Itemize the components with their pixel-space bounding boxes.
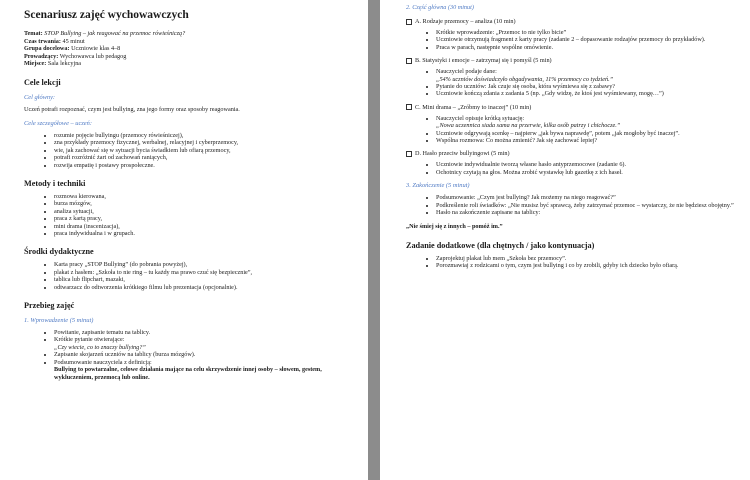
- intro-label: 1. Wprowadzenie (5 minut): [24, 317, 94, 325]
- meta-topic: Temat: STOP Bullying – jak reagować na przemoc rówieśniczą?: [24, 30, 186, 37]
- list-item: • Zaprojektuj plakat lub mem „Szkoła bez przemocy”.: [436, 255, 734, 262]
- main-part-label: 2. Część główna (30 minut): [406, 4, 474, 11]
- list-item: • Podkreślenie roli świadków: „Nie musisz być sprawcą, żeby zatrzymać przemoc – wystarczy, że nie będziesz obojętny.”: [436, 202, 734, 209]
- list-item: • Krótkie wprowadzenie: „Przemoc to nie tylko bicie”: [436, 29, 734, 36]
- meta-duration: Czas trwania: 45 minut: [24, 37, 85, 45]
- list-item: • odtwarzacz do odtworzenia krótkiego filmu lub prezentacja (opcjonalnie).: [54, 284, 354, 291]
- slogan: „Nie śmiej się z innych – pomóż im.”: [406, 222, 503, 230]
- list-item: • mini drama (inscenizacja),: [54, 223, 354, 230]
- lesson-meta: [24, 30, 354, 68]
- list-item: • tablica lub flipchart, mazaki,: [54, 276, 354, 283]
- list-item: • Hasło na zakończenie zapisane na tablicy:: [436, 209, 734, 216]
- goals-heading: Cele lekcji: [24, 77, 61, 87]
- intro-list: [24, 329, 354, 381]
- tools-heading: Środki dydaktyczne: [24, 247, 94, 257]
- list-item: • Ochotnicy czytają na głos. Można zrobić wystawkę lub gazetkę z ich haseł.: [436, 169, 734, 176]
- list-item: • Praca w parach, następnie wspólne omówienie.: [436, 44, 734, 51]
- list-item: • plakat z hasłem: „Szkoła to nie ring – tu każdy ma prawo czuć się bezpiecznie”,: [54, 269, 354, 276]
- list-item: • Uczniowie odgrywają scenkę – najpierw „jak bywa naprawdę”, potem „jak mogłoby być inaczej”.: [436, 130, 734, 137]
- course-heading: Przebieg zajęć: [24, 301, 75, 311]
- list-item: • potrafi rozróżnić żart od zachowań raniących,: [54, 154, 354, 161]
- section-d-list: [406, 161, 734, 176]
- extra-list: [406, 255, 734, 270]
- section-b: [406, 57, 734, 98]
- checkbox-icon: [406, 19, 412, 25]
- list-item: • wie, jak zachować się w sytuacji bycia świadkiem lub ofiarą przemocy,: [54, 147, 354, 154]
- checkbox-icon: [406, 58, 412, 64]
- meta-group: Grupa docelowa: Uczniowie klas 4–8: [24, 45, 121, 53]
- section-a-list: [406, 29, 734, 51]
- main-goal-text: Uczeń potrafi rozpoznać, czym jest bullying, zna jego formy oraz sposoby reagowania.: [24, 105, 240, 113]
- section-d-title: D. Hasło przeciw bullyingowi (5 min): [406, 150, 734, 158]
- list-item: • Krótkie pytanie otwierające: „Czy wiecie, co to znaczy bullying?”: [54, 336, 354, 351]
- checkbox-icon: [406, 151, 412, 157]
- section-b-list: [406, 68, 734, 98]
- methods-heading: Metody i techniki: [24, 179, 86, 188]
- list-item: • zna przykłady przemocy fizycznej, werbalnej, relacyjnej i cyberprzemocy,: [54, 139, 354, 146]
- list-item: • Powitanie, zapisanie tematu na tablicy.: [54, 329, 354, 336]
- list-item: • Karta pracy „STOP Bullying” (do pobrania powyżej),: [54, 261, 354, 268]
- list-item: • analiza sytuacji,: [54, 208, 354, 215]
- list-item: • Uczniowie otrzymują fragment z karty pracy (zadanie 2 – dopasowanie rodzajów przemocy do przykładów).: [436, 36, 734, 43]
- list-item: • burza mózgów,: [54, 200, 354, 207]
- list-item: • rozmowa kierowana,: [54, 193, 354, 200]
- section-c: [406, 104, 734, 145]
- ending-list: [406, 194, 734, 216]
- checkbox-icon: [406, 104, 412, 110]
- methods-list: [24, 193, 354, 237]
- section-b-title: B. Statystyki i emocje – zatrzymaj się i pomyśl (5 min): [406, 57, 734, 65]
- main-goal-label: Cel główny:: [24, 93, 56, 101]
- list-item: • praca indywidualna i w grupach.: [54, 230, 354, 237]
- list-item: • Nauczyciel podaje dane: „54% uczniów doświadczyło obgadywania, 11% przemocy co tydzień.”: [436, 68, 734, 83]
- list-item: • Porozmawiaj z rodzicami o tym, czym jest bullying i co by zrobili, gdyby ich dziecko było ofiarą.: [436, 262, 734, 269]
- list-item: • rozwija empatię i postawy prospołeczne.: [54, 162, 354, 169]
- list-item: • Zapisanie skojarzeń uczniów na tablicy (burza mózgów).: [54, 351, 354, 358]
- document-page-left: [0, 0, 368, 480]
- meta-place: Miejsce: Sala lekcyjna: [24, 60, 82, 68]
- extra-heading: Zadanie dodatkowe (dla chętnych / jako kontynuacja): [406, 240, 595, 250]
- section-a: [406, 18, 734, 51]
- list-item: • Uczniowie indywidualnie tworzą własne hasło antyprzemocowe (zadanie 6).: [436, 161, 734, 168]
- detail-goals-label: Cele szczegółowe – uczeń:: [24, 119, 92, 127]
- detail-goals-list: [24, 132, 354, 169]
- meta-teacher: Prowadzący: Wychowawca lub pedagog: [24, 52, 127, 60]
- document-title: Scenariusz zajęć wychowawczych: [24, 9, 189, 21]
- list-item: • Nauczyciel opisuje krótką sytuację: „Nowa uczennica siada sama na przerwie, kilka osób patrzy i chichocze.”: [436, 115, 734, 130]
- list-item: • Pytanie do uczniów: Jak czuje się osoba, która wyśmiewa się z zabawy?: [436, 83, 734, 90]
- section-c-list: [406, 115, 734, 145]
- list-item: • praca z kartą pracy,: [54, 215, 354, 222]
- document-page-right: [380, 0, 750, 480]
- section-c-title: C. Mini drama – „Zróbmy to inaczej” (10 min): [406, 104, 734, 112]
- list-item: • rozumie pojęcie bullyingu (przemocy rówieśniczej),: [54, 132, 354, 139]
- section-d: [406, 150, 734, 176]
- list-item: • Wspólna rozmowa: Co można zmienić? Jak się zachować lepiej?: [436, 137, 734, 144]
- ending-label: 3. Zakończenie (5 minut): [406, 182, 470, 190]
- list-item: • Uczniowie kończą zdania z zadania 5 (np. „Gdy widzę, że ktoś jest wyśmiewany, mogę…”): [436, 90, 734, 97]
- section-a-title: A. Rodzaje przemocy – analiza (10 min): [406, 18, 734, 26]
- list-item: • Podsumowanie: „Czym jest bullying? Jak możemy na niego reagować?”: [436, 194, 734, 201]
- tools-list: [24, 261, 354, 291]
- list-item: • Podsumowanie nauczyciela z definicją: Bullying to powtarzalne, celowe działania mające na celu skrzywdzenie innej osoby – słowem, gestem, wykluczeniem, przemocą lub online.: [54, 359, 354, 381]
